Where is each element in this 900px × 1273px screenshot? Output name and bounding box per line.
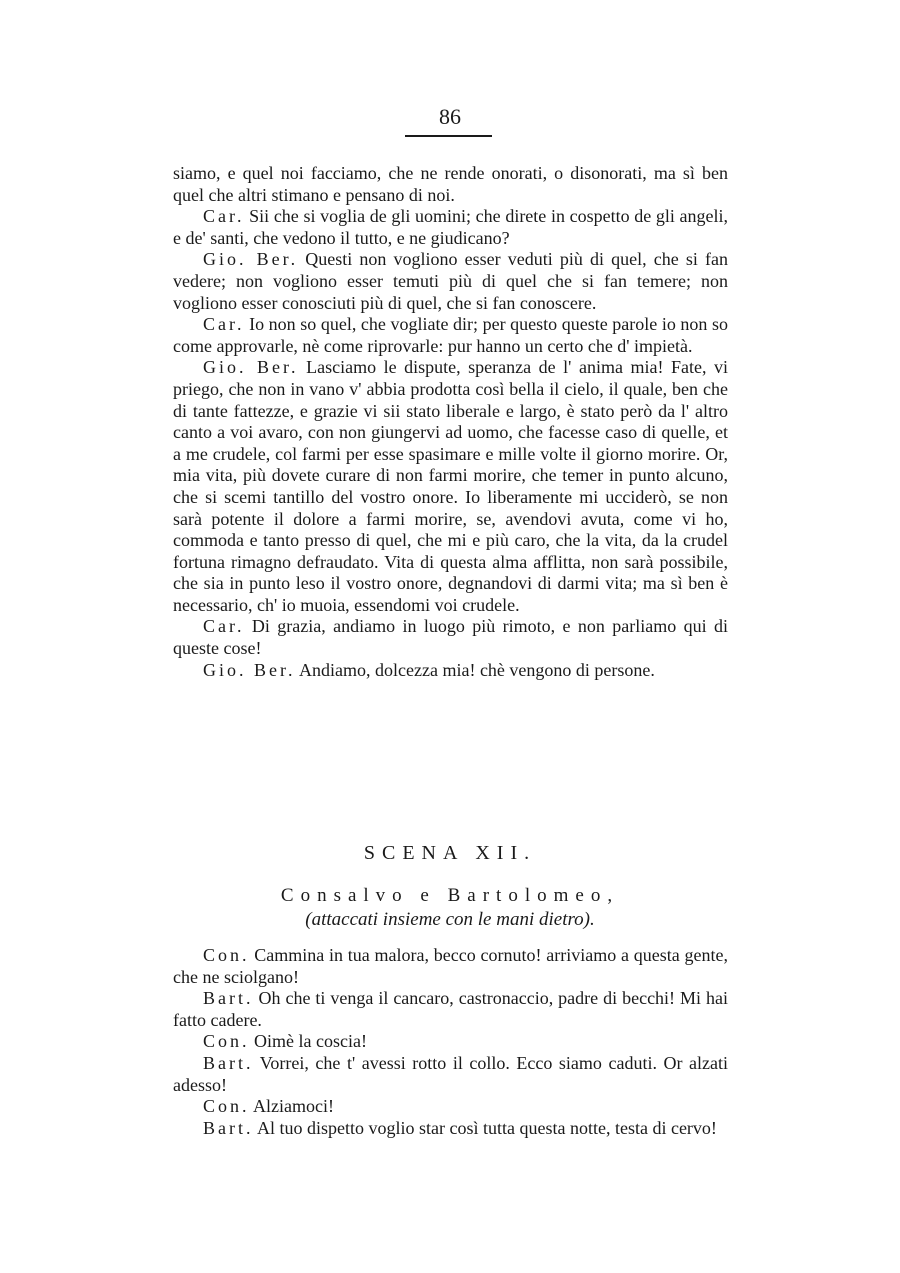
speaker-label: Gio. Ber. <box>203 249 299 270</box>
speaker-label: Car. <box>203 314 245 335</box>
dialogue-line <box>173 314 728 357</box>
dialogue-line <box>173 163 728 206</box>
dialogue-line <box>173 1096 728 1118</box>
dialogue-block-top <box>173 163 728 681</box>
line-text: Oh che ti venga il cancaro, castronaccio, padre di becchi! Mi hai fatto cadere. <box>173 988 729 1030</box>
line-text: Lasciamo le dispute, speranza de l' anima mia! Fate, vi priego, che non in vano v' abbia prodotta così bella il cielo, il quale, ben che di tante fattezze, e grazie vi sii stato liberale e largo, è stato però da l' altro canto a voi avaro, con non giungervi ad uomo, che facesse caso di quelle, et a me crudele, col farmi per esse spasimare e mille volte il giorno morire. Or, mia vita, più dovete curare di non farmi morire, che temer in punto alcuno, che si scemi tantillo del vostro onore. Io liberamente mi ucciderò, se non sarà potente il dolore a farmi morire, se, avendovi avuta, come vi ho, commoda e tanto presso di quel, che mi e più caro, che la vita, da la crudel fortuna rimagno defraudato. Vita di questa alma afflitta, non sarà possibile, che sia in punto leso il vostro onore, degnandovi di darmi vita; ma sì ben è necessario, ch' io muoia, essendomi voi crudele. <box>173 357 729 615</box>
line-text: siamo, e quel noi facciamo, che ne rende onorati, o disonorati, ma sì ben quel che altri stimano e pensano di noi. <box>173 163 728 205</box>
speaker-label: Con. <box>203 1096 250 1117</box>
line-text: Vorrei, che t' avessi rotto il collo. Ecco siamo caduti. Or alzati adesso! <box>173 1052 728 1095</box>
dialogue-line <box>173 988 728 1031</box>
line-text: Oimè la coscia! <box>254 1031 367 1052</box>
dialogue-line <box>173 206 728 249</box>
line-text: Io non so quel, che vogliate dir; per questo queste parole io non so come approvarle, nè come riprovarle: pur hanno un certo che d' impietà. <box>173 314 729 356</box>
speaker-label: Bart. <box>203 1052 254 1073</box>
dialogue-line <box>173 1053 728 1096</box>
speaker-label: Gio. Ber. <box>203 659 296 680</box>
speaker-label: Car. <box>203 616 245 637</box>
scene-characters: Consalvo e Bartolomeo, <box>280 885 620 906</box>
dialogue-line <box>173 357 728 616</box>
line-text: Cammina in tua malora, becco cornuto! arriviamo a questa gente, che ne sciolgano! <box>173 945 728 987</box>
line-text: Questi non vogliono esser veduti più di quel, che si fan vedere; non vogliono esser temuti più di quel che si fan temere; non vogliono esser conosciuti più di quel, che si fan conoscere. <box>173 249 729 313</box>
dialogue-line <box>173 1031 728 1053</box>
stage-direction: (attaccati insieme con le mani dietro). <box>305 909 595 930</box>
scene-characters-block <box>0 884 900 932</box>
page-number-rule <box>405 135 492 137</box>
speaker-label: Bart. <box>203 988 254 1009</box>
dialogue-line <box>173 1118 728 1140</box>
dialogue-line <box>173 660 728 682</box>
speaker-label: Con. <box>203 1031 250 1052</box>
dialogue-block-scene <box>173 945 728 1139</box>
line-text: Al tuo dispetto voglio star così tutta questa notte, testa di cervo! <box>257 1117 717 1138</box>
page-number: 86 <box>439 104 461 129</box>
line-text: Andiamo, dolcezza mia! chè vengono di persone. <box>299 659 655 680</box>
speaker-label: Gio. Ber. <box>203 357 299 378</box>
line-text: Di grazia, andiamo in luogo più rimoto, e non parliamo qui di queste cose! <box>173 616 728 659</box>
dialogue-line <box>173 249 728 314</box>
speaker-label: Car. <box>203 206 245 227</box>
line-text: Alziamoci! <box>253 1096 334 1117</box>
dialogue-line <box>173 616 728 659</box>
line-text: Sii che si voglia de gli uomini; che direte in cospetto de gli angeli, e de' santi, che vedono il tutto, e ne giudicano? <box>173 206 728 248</box>
speaker-label: Con. <box>203 945 250 965</box>
scene-title: SCENA XII. <box>363 842 537 864</box>
dialogue-line <box>173 945 728 988</box>
speaker-label: Bart. <box>203 1117 254 1138</box>
